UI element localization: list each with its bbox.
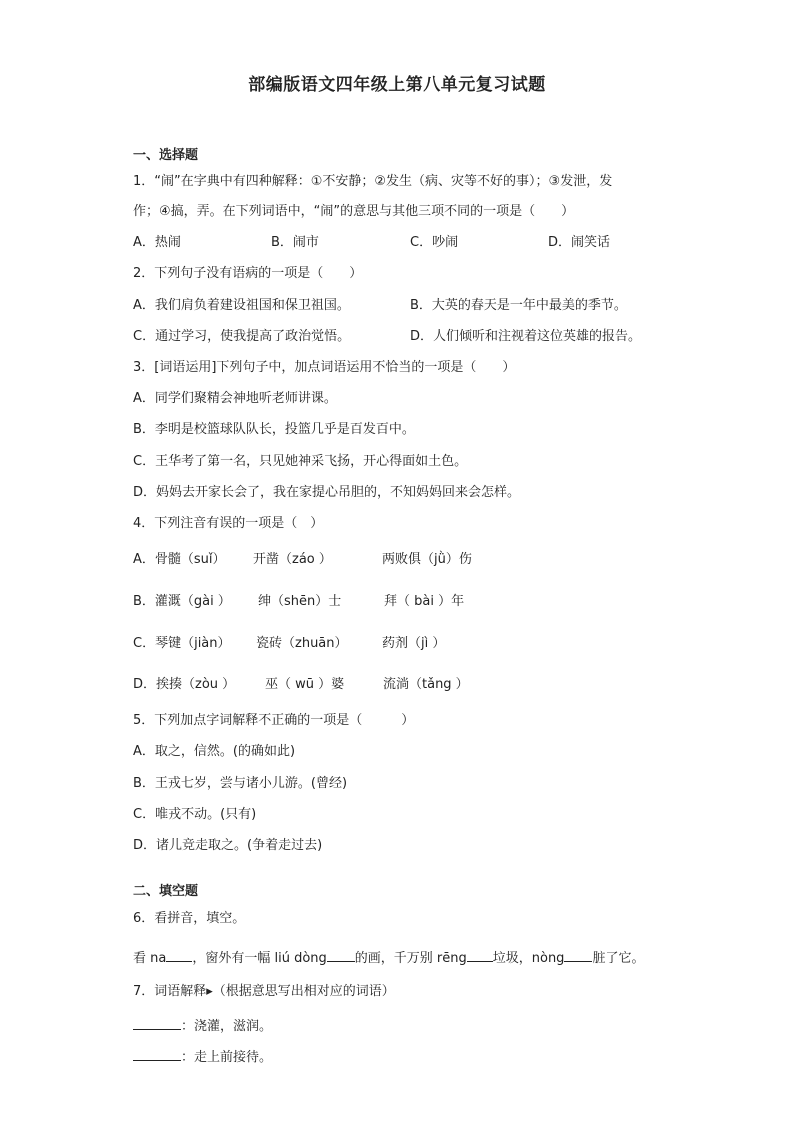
- page-title: 部编版语文四年级上第八单元复习试题: [248, 75, 546, 95]
- q3-option-a: A．同学们聚精会神地听老师讲课。: [133, 391, 337, 406]
- q6-part4: 垃圾，nòng: [492, 951, 565, 966]
- q3-stem: 3．[词语运用]下列句子中，加点词语运用不恰当的一项是（ ）: [133, 360, 516, 375]
- q6-blank3[interactable]: [467, 947, 493, 962]
- q4-d-word2: 巫（ wū ）婆: [265, 677, 345, 692]
- q4-c-word1: C．琴键（jiàn）: [133, 636, 231, 651]
- q4-a-word1: A．骨髓（suǐ）: [133, 552, 226, 567]
- q5-option-b: B．王戎七岁，尝与诸小儿游。(曾经): [133, 776, 348, 791]
- q2-option-c: C．通过学习，使我提高了政治觉悟。: [133, 329, 351, 344]
- q1-option-b: B．闹市: [271, 235, 319, 250]
- q3-option-c: C．王华考了第一名，只见她神采飞扬，开心得面如土色。: [133, 454, 468, 469]
- q4-b-word3: 拜（ bài ）年: [384, 594, 465, 609]
- q1-option-d: D．闹笑话: [548, 235, 611, 250]
- q4-a-word2: 开凿（záo ）: [253, 552, 332, 567]
- q1-stem-line2: 作；④搞，弄。在下列词语中，“闹”的意思与其他三项不同的一项是（ ）: [133, 204, 575, 219]
- q2-option-d: D．人们倾听和注视着这位英雄的报告。: [410, 329, 642, 344]
- q6-part3: 的画，千万别 rēng: [354, 951, 467, 966]
- q6-part5: 脏了它。: [592, 951, 645, 966]
- q5-option-c: C．唯戎不动。(只有): [133, 807, 257, 822]
- q4-d-word1: D．挨揍（zòu ）: [133, 677, 236, 692]
- q4-a-word3: 两败俱（jǜ）伤: [382, 552, 472, 567]
- q6-blank4[interactable]: [564, 947, 592, 962]
- q5-option-a: A．取之，信然。(的确如此): [133, 744, 296, 759]
- q6-part1: 看 na: [133, 951, 167, 966]
- q2-option-b: B．大英的春天是一年中最美的季节。: [410, 298, 627, 313]
- q1-option-c: C．吵闹: [410, 235, 459, 250]
- q7-blank1[interactable]: [133, 1015, 181, 1030]
- q7-blank2[interactable]: [133, 1046, 181, 1061]
- q4-stem: 4．下列注音有误的一项是（ ）: [133, 516, 324, 531]
- q6-stem: 6．看拼音，填空。: [133, 911, 246, 926]
- q4-d-word3: 流淌（tǎng ）: [383, 677, 469, 692]
- q7-item1: [133, 1015, 272, 1036]
- q5-option-d: D．诸儿竞走取之。(争着走过去): [133, 838, 323, 853]
- q7-item1-text: ：浇灌，滋润。: [181, 1019, 273, 1034]
- q7-item2: [133, 1046, 272, 1067]
- q4-b-word2: 绅（shēn）士: [258, 594, 342, 609]
- q3-option-b: B．李明是校篮球队队长，投篮几乎是百发百中。: [133, 422, 415, 437]
- q6-blank2[interactable]: [327, 947, 355, 962]
- q4-b-word1: B．灌溉（gài ）: [133, 594, 231, 609]
- q2-stem: 2．下列句子没有语病的一项是（ ）: [133, 266, 363, 281]
- q6-blank1[interactable]: [166, 947, 192, 962]
- q6-sentence: [133, 947, 644, 968]
- q3-option-d: D．妈妈去开家长会了，我在家提心吊胆的，不知妈妈回来会怎样。: [133, 485, 521, 500]
- q2-option-a: A．我们肩负着建设祖国和保卫祖国。: [133, 298, 350, 313]
- q1-stem-line1: 1．“闹”在字典中有四种解释：①不安静；②发生（病、灾等不好的事）；③发泄，发: [133, 174, 613, 189]
- q7-stem: 7．词语解释▸（根据意思写出相对应的词语）: [133, 984, 395, 999]
- q7-item2-text: ：走上前接待。: [181, 1050, 273, 1065]
- q5-stem: 5．下列加点字词解释不正确的一项是（ ）: [133, 713, 415, 728]
- section-choice-heading: 一、选择题: [133, 148, 199, 163]
- section-fill-heading: 二、填空题: [133, 884, 199, 899]
- q4-c-word2: 瓷砖（zhuān）: [256, 636, 348, 651]
- q6-part2: ，窗外有一幅 liú dòng: [192, 951, 327, 966]
- q4-c-word3: 药剂（jì ）: [382, 636, 446, 651]
- q1-option-a: A．热闹: [133, 235, 181, 250]
